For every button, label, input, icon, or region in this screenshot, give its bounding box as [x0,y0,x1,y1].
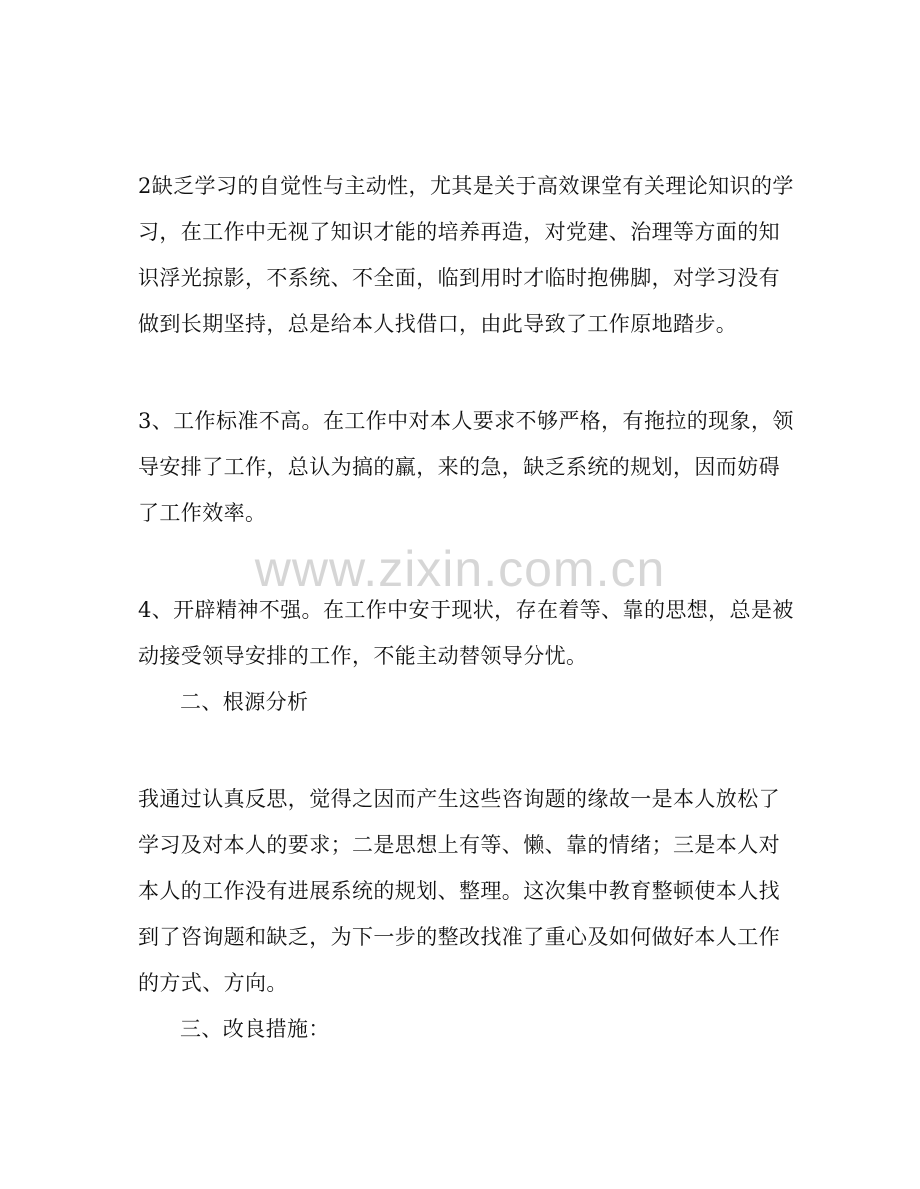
paragraph-5-line-5: 的方式、方向。 [138,971,288,995]
paragraph-2-line-1: 2缺乏学习的自觉性与主动性，尤其是关于高效课堂有关理论知识的学 [138,174,794,198]
paragraph-5-line-4: 到了咨询题和缺乏，为下一步的整改找准了重心及如何做好本人工作 [138,925,780,949]
paragraph-3-line-3: 了工作效率。 [138,501,267,525]
section-heading-improvement: 三、改良措施： [180,1017,330,1041]
paragraph-3-line-1: 3、工作标准不高。在工作中对本人要求不够严格，有拖拉的现象，领 [138,409,794,433]
watermark: www.zixin.com.cn [254,541,666,597]
paragraph-2-line-4: 做到长期坚持，总是给本人找借口，由此导致了工作原地踏步。 [138,312,738,336]
paragraph-2-line-3: 识浮光掠影，不系统、不全面，临到用时才临时抱佛脚，对学习没有 [138,266,780,290]
paragraph-4-line-2: 动接受领导安排的工作，不能主动替领导分忧。 [138,644,588,668]
section-heading-root-cause: 二、根源分析 [180,690,309,714]
paragraph-2-line-2: 习，在工作中无视了知识才能的培养再造，对党建、治理等方面的知 [138,220,780,244]
paragraph-5-line-2: 学习及对本人的要求；二是思想上有等、懒、靠的情绪；三是本人对 [138,833,780,857]
paragraph-5-line-3: 本人的工作没有进展系统的规划、整理。这次集中教育整顿使本人找 [138,879,780,903]
paragraph-5-line-1: 我通过认真反思，觉得之因而产生这些咨询题的缘故一是本人放松了 [138,787,780,811]
paragraph-3-line-2: 导安排了工作，总认为搞的羸，来的急，缺乏系统的规划，因而妨碍 [138,455,780,479]
paragraph-4-line-1: 4、开辟精神不强。在工作中安于现状，存在着等、靠的思想，总是被 [138,598,794,622]
